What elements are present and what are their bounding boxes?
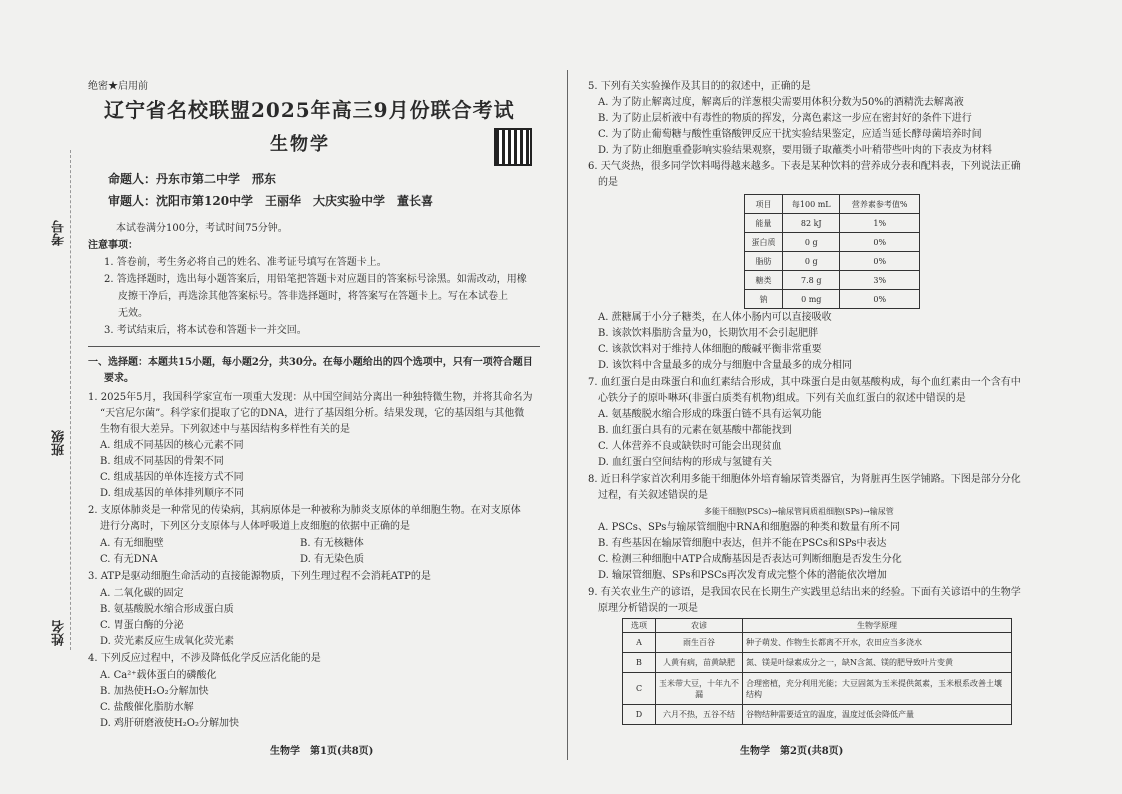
note-line: 1. 答卷前，考生务必将自己的姓名、准考证号填写在答题卡上。 (104, 257, 387, 268)
table-header-row (623, 619, 1012, 633)
table-cell: 3% (840, 271, 920, 290)
q1-stem: 生物有很大差异。下列叙述中与基因结构多样性有关的是 (100, 424, 350, 435)
q1-option: A. 组成不同基因的核心元素不同 (100, 440, 244, 451)
confidential-label: 绝密★启用前 (88, 81, 148, 92)
proverb-table (622, 618, 1012, 725)
q4-option: C. 盐酸催化脂肪水解 (100, 702, 194, 713)
q1-option: D. 组成基因的单体排列顺序不同 (100, 488, 245, 499)
q7-stem: 7. 血红蛋白是由珠蛋白和血红素结合形成，其中珠蛋白是由氨基酸构成，每个血红素由一个含有中 (588, 377, 1021, 388)
table-cell: D (623, 705, 656, 725)
exam-number-label: 考号 (52, 220, 67, 246)
table-cell: 1% (840, 214, 920, 233)
q1-stem: 1. 2025年5月，我国科学家宣布一项重大发现：从中国空间站分离出一种独特微生物，并将其命名为 (88, 392, 533, 403)
notes-title: 注意事项： (88, 240, 138, 251)
table-cell: A (623, 633, 656, 653)
table-row (745, 252, 920, 271)
table-cell: 能量 (745, 214, 783, 233)
q3-option: B. 氨基酸脱水缩合形成蛋白质 (100, 604, 234, 615)
q1-stem: “天宫尼尔菌”。科学家们提取了它的DNA，进行了基因组分析。结果发现，它的基因组与其他微 (100, 408, 525, 419)
q3-stem: 3. ATP是驱动细胞生命活动的直接能源物质，下列生理过程不会消耗ATP的是 (88, 571, 431, 582)
q6-option: B. 该款饮料脂肪含量为0，长期饮用不会引起肥胖 (598, 328, 819, 339)
table-row (623, 705, 1012, 725)
q6-stem: 的是 (598, 177, 618, 188)
q4-stem: 4. 下列反应过程中，不涉及降低化学反应活化能的是 (88, 653, 321, 664)
q7-option: B. 血红蛋白具有的元素在氨基酸中都能找到 (598, 425, 792, 436)
table-cell: 六月不热，五谷不结 (656, 705, 743, 725)
table-cell: C (623, 673, 656, 705)
q7-option: D. 血红蛋白空间结构的形成与氢键有关 (598, 457, 773, 468)
nutrition-table (744, 194, 920, 309)
q7-stem: 心铁分子的原卟啉环(非蛋白质类有机物)组成。下列有关血红蛋白的叙述中错误的是 (598, 393, 966, 404)
table-cell: 脂肪 (745, 252, 783, 271)
q9-stem: 原理分析错误的一项是 (598, 603, 698, 614)
subject-title: 生物学 (270, 134, 330, 155)
q6-option: C. 该款饮料对于维持人体细胞的酸碱平衡非常重要 (598, 344, 822, 355)
binding-line (70, 150, 71, 650)
table-cell: 人黄有病，苗黄缺肥 (656, 653, 743, 673)
q2-option: A. 有无细胞壁 (100, 538, 164, 549)
q7-option: A. 氨基酸脱水缩合形成的珠蛋白链不具有运氧功能 (598, 409, 822, 420)
q8-stem: 过程，有关叙述错误的是 (598, 490, 708, 501)
q4-option: A. Ca²⁺载体蛋白的磷酸化 (100, 670, 217, 681)
table-header-row (745, 195, 920, 214)
q2-stem: 进行分离时，下列区分支原体与人体呼吸道上皮细胞的依据中正确的是 (100, 521, 410, 532)
q2-stem: 2. 支原体肺炎是一种常见的传染病，其病原体是一种被称为肺炎支原体的单细胞生物。在对支原体 (88, 505, 521, 516)
reviewer-line: 审题人：沈阳市第120中学 王丽华 大庆实验中学 董长喜 (108, 194, 434, 208)
table-cell: 0 mg (783, 290, 840, 309)
q8-option: B. 有些基因在输尿管细胞中表达，但并不能在PSCs和SPs中表达 (598, 538, 887, 549)
note-line: 皮擦干净后，再选涂其他答案标号。答非选择题时，将答案写在答题卡上。写在本试卷上 (118, 291, 508, 302)
table-cell: 82 kJ (783, 214, 840, 233)
q5-option: D. 为了防止细胞重叠影响实验结果观察，要用镊子取蘸类小叶稍带些叶肉的下表皮为材料 (598, 145, 993, 156)
table-row (623, 633, 1012, 653)
table-header: 选项 (623, 619, 656, 633)
q8-option: D. 输尿管细胞、SPs和PSCs再次发育成完整个体的潜能依次增加 (598, 570, 887, 581)
page-footer-left: 生物学 第1页(共8页) (270, 746, 374, 757)
q1-option: B. 组成不同基因的骨架不同 (100, 456, 224, 467)
q6-option: A. 蔗糖属于小分子糖类，在人体小肠内可以直接吸收 (598, 312, 832, 323)
table-cell: 0 g (783, 233, 840, 252)
table-row (745, 233, 920, 252)
section-heading-cont: 要求。 (104, 373, 134, 384)
q9-stem: 9. 有关农业生产的谚语，是我国农民在长期生产实践里总结出来的经验。下面有关谚语中的生物学 (588, 587, 1021, 598)
exam-intro: 本试卷满分100分，考试时间75分钟。 (116, 223, 288, 234)
q5-option: C. 为了防止葡萄糖与酸性重铬酸钾反应干扰实验结果鉴定，应适当延长酵母菌培养时间 (598, 129, 982, 140)
table-header: 生物学原理 (743, 619, 1012, 633)
q5-stem: 5. 下列有关实验操作及其目的的叙述中，正确的是 (588, 81, 811, 92)
table-cell: 0% (840, 252, 920, 271)
q2-option: B. 有无核糖体 (300, 538, 364, 549)
q8-stem: 8. 近日科学家首次利用多能干细胞体外培育输尿管类器官，为肾脏再生医学铺路。下图是部分分化 (588, 474, 1021, 485)
table-row (745, 271, 920, 290)
qr-code-icon (494, 128, 532, 166)
table-row (745, 214, 920, 233)
table-cell: 0 g (783, 252, 840, 271)
q3-option: C. 胃蛋白酶的分泌 (100, 620, 184, 631)
q3-option: D. 荧光素反应生成氧化荧光素 (100, 636, 235, 647)
table-cell: 谷物结种需要适宜的温度，温度过低会降低产量 (743, 705, 1012, 725)
q5-option: A. 为了防止解离过度，解离后的洋葱根尖需要用体积分数为50%的酒精洗去解离液 (598, 97, 964, 108)
table-cell: B (623, 653, 656, 673)
table-cell: 种子萌发、作物生长都离不开水，农田应当多浇水 (743, 633, 1012, 653)
table-header: 每100 mL (783, 195, 840, 214)
table-header: 营养素参考值% (840, 195, 920, 214)
page-footer-right: 生物学 第2页(共8页) (740, 746, 844, 757)
q4-option: D. 鸡肝研磨液使H₂O₂分解加快 (100, 718, 239, 729)
table-row (745, 290, 920, 309)
q3-option: A. 二氧化碳的固定 (100, 588, 184, 599)
class-label: 班级 (52, 430, 67, 456)
table-cell: 糖类 (745, 271, 783, 290)
table-cell: 钠 (745, 290, 783, 309)
q6-stem: 6. 天气炎热，很多同学饮料喝得越来越多。下表是某种饮料的营养成分表和配料表，下列说法正确 (588, 161, 1021, 172)
table-header: 农谚 (656, 619, 743, 633)
q7-option: C. 人体营养不良或缺铁时可能会出现贫血 (598, 441, 782, 452)
table-cell: 0% (840, 290, 920, 309)
q8-option: C. 检测三种细胞中ATP合成酶基因是否表达可判断细胞是否发生分化 (598, 554, 902, 565)
q6-option: D. 该饮料中含量最多的成分与细胞中含量最多的成分相同 (598, 360, 853, 371)
q4-option: B. 加热使H₂O₂分解加快 (100, 686, 209, 697)
note-line: 3. 考试结束后，将本试卷和答题卡一并交回。 (104, 325, 307, 336)
table-cell: 玉米带大豆，十年九不漏 (656, 673, 743, 705)
column-divider (567, 70, 568, 760)
table-cell: 雨生百谷 (656, 633, 743, 653)
table-cell: 氮、镁是叶绿素成分之一，缺N含氮、镁的肥导致叶片变黄 (743, 653, 1012, 673)
table-cell: 蛋白质 (745, 233, 783, 252)
table-row (623, 653, 1012, 673)
q1-option: C. 组成基因的单体连接方式不同 (100, 472, 244, 483)
author-line: 命题人：丹东市第二中学 邢东 (108, 172, 277, 186)
table-cell: 0% (840, 233, 920, 252)
table-header: 项目 (745, 195, 783, 214)
table-cell: 合理密植，充分利用光能；大豆固氮为玉米提供氮素，玉米根系改善土壤结构 (743, 673, 1012, 705)
q8-flow-diagram: 多能干细胞(PSCs)→输尿管间质祖细胞(SPs)→输尿管 (704, 507, 894, 516)
note-line: 2. 答选择题时，选出每小题答案后，用铅笔把答题卡对应题目的答案标号涂黑。如需改动，用橡 (104, 274, 527, 285)
table-row (623, 673, 1012, 705)
q5-option: B. 为了防止层析液中有毒性的物质的挥发，分离色素这一步应在密封好的条件下进行 (598, 113, 972, 124)
note-line: 无效。 (118, 308, 148, 319)
q8-option: A. PSCs、SPs与输尿管细胞中RNA和细胞器的种类和数量有所不同 (598, 522, 900, 533)
exam-title: 辽宁省名校联盟2025年高三9月份联合考试 (104, 98, 515, 122)
table-cell: 7.8 g (783, 271, 840, 290)
name-label: 姓名 (52, 620, 67, 646)
q2-option: C. 有无DNA (100, 554, 158, 565)
section-heading: 一、选择题：本题共15小题，每小题2分，共30分。在每小题给出的四个选项中，只有一项符合题目 (88, 357, 533, 368)
divider (88, 346, 540, 347)
q2-option: D. 有无染色质 (300, 554, 365, 565)
